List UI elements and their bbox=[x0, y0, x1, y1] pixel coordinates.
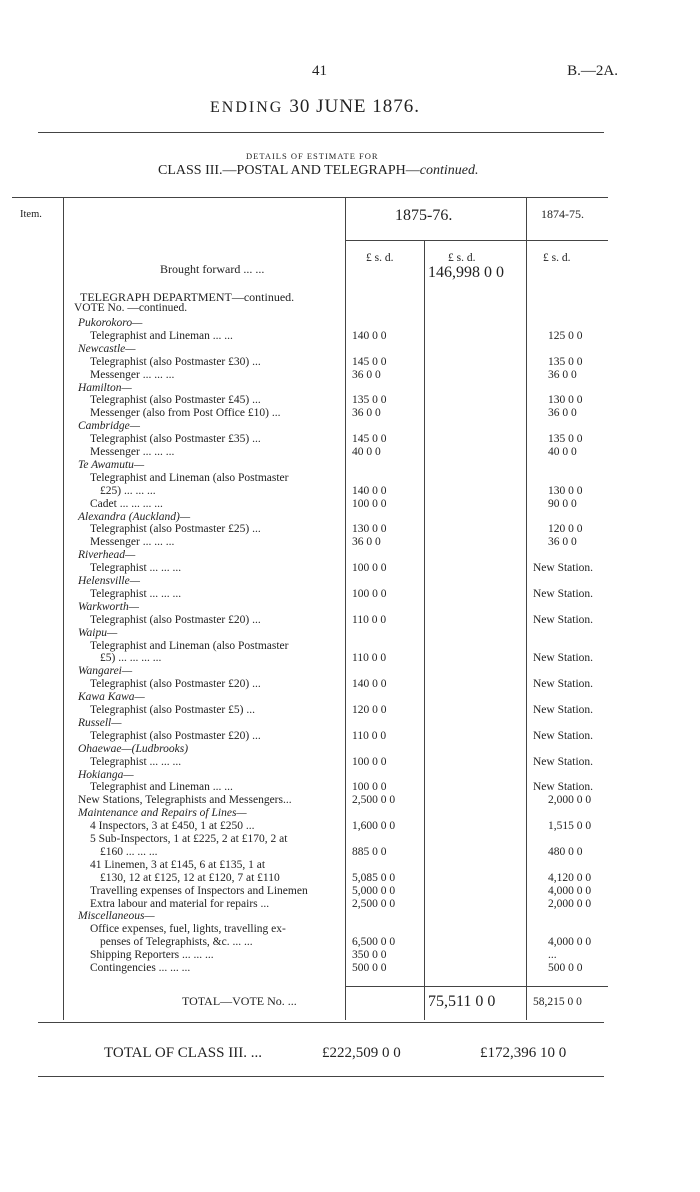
year-1874-75-header: 1874-75. bbox=[541, 207, 584, 221]
row-label: 41 Linemen, 3 at £145, 6 at £135, 1 at bbox=[90, 859, 266, 871]
item-column-header: Item. bbox=[20, 209, 42, 220]
row-label: Helensville— bbox=[78, 575, 140, 587]
currency-header-3: £ s. d. bbox=[543, 252, 571, 264]
subtotal-rule bbox=[345, 986, 608, 987]
amount-1874-75: 130 0 0 bbox=[548, 485, 583, 497]
amount-1875-76: 885 0 0 bbox=[352, 846, 387, 858]
amount-1874-75: 4,000 0 0 bbox=[548, 936, 592, 948]
brought-forward-label: Brought forward ... ... bbox=[160, 262, 265, 276]
amount-1874-75: 2,000 0 0 bbox=[548, 898, 592, 910]
amount-1875-76: 140 0 0 bbox=[352, 330, 387, 342]
amount-1874-75: 4,120 0 0 bbox=[548, 872, 592, 884]
row-label: Shipping Reporters ... ... ... bbox=[90, 949, 214, 961]
row-label: Riverhead— bbox=[78, 549, 136, 561]
page-header-title bbox=[210, 96, 420, 118]
row-label: Warkworth— bbox=[78, 601, 139, 613]
amount-1874-75: 2,000 0 0 bbox=[548, 794, 592, 806]
class-heading bbox=[158, 163, 479, 179]
row-label: Messenger ... ... ... bbox=[90, 536, 175, 548]
amount-1874-75: 1,515 0 0 bbox=[548, 820, 592, 832]
amount-1874-75: 120 0 0 bbox=[548, 523, 583, 535]
amount-1874-75: 480 0 0 bbox=[548, 846, 583, 858]
amount-1875-76: 100 0 0 bbox=[352, 562, 387, 574]
amount-1874-75: 36 0 0 bbox=[548, 407, 577, 419]
amount-1875-76: 5,000 0 0 bbox=[352, 885, 396, 897]
amount-1874-75: 125 0 0 bbox=[548, 330, 583, 342]
amount-1875-76: 40 0 0 bbox=[352, 446, 381, 458]
row-label: Messenger ... ... ... bbox=[90, 446, 175, 458]
amount-1874-75: 4,000 0 0 bbox=[548, 885, 592, 897]
new-station-note: New Station. bbox=[533, 562, 594, 574]
amount-1875-76: 110 0 0 bbox=[352, 652, 387, 664]
amount-1875-76: 145 0 0 bbox=[352, 356, 387, 368]
vote-line: VOTE No. —continued. bbox=[74, 302, 188, 314]
row-label: Telegraphist (also Postmaster £35) ... bbox=[90, 433, 261, 445]
row-label: Telegraphist and Lineman ... ... bbox=[90, 330, 233, 342]
amount-1875-76: 5,085 0 0 bbox=[352, 872, 396, 884]
row-label: Hamilton— bbox=[78, 382, 132, 394]
row-label: Pukorokoro— bbox=[78, 317, 143, 329]
grand-total-label: TOTAL OF CLASS III. ... bbox=[104, 1045, 262, 1061]
amount-1875-76: 140 0 0 bbox=[352, 678, 387, 690]
amount-1875-76: 130 0 0 bbox=[352, 523, 387, 535]
new-station-note: New Station. bbox=[533, 756, 594, 768]
amount-column-rule-2 bbox=[424, 240, 425, 1020]
class-heading-main: CLASS III.—POSTAL AND TELEGRAPH— bbox=[158, 163, 420, 178]
row-label: Cadet ... ... ... ... bbox=[90, 498, 163, 510]
row-label: £130, 12 at £125, 12 at £120, 7 at £110 bbox=[100, 872, 280, 884]
year-header-rule bbox=[345, 240, 608, 241]
currency-header-1: £ s. d. bbox=[366, 252, 394, 264]
row-label: Contingencies ... ... ... bbox=[90, 962, 191, 974]
row-label: 4 Inspectors, 3 at £450, 1 at £250 ... bbox=[90, 820, 255, 832]
amount-1874-75: 500 0 0 bbox=[548, 962, 583, 974]
row-label: Kawa Kawa— bbox=[78, 691, 145, 703]
amount-1874-75: 90 0 0 bbox=[548, 498, 577, 510]
document-reference: B.—2A. bbox=[567, 63, 618, 79]
row-label: £160 ... ... ... bbox=[100, 846, 158, 858]
department-heading: TELEGRAPH DEPARTMENT—continued. bbox=[80, 290, 295, 304]
header-rule bbox=[38, 132, 604, 133]
amount-1875-76: 350 0 0 bbox=[352, 949, 387, 961]
amount-1875-76: 100 0 0 bbox=[352, 588, 387, 600]
details-heading: DETAILS OF ESTIMATE FOR bbox=[246, 151, 379, 161]
amount-1875-76: 120 0 0 bbox=[352, 704, 387, 716]
row-label: Hokianga— bbox=[78, 769, 134, 781]
row-label: Telegraphist (also Postmaster £20) ... bbox=[90, 730, 261, 742]
year-1875-76-header: 1875-76. bbox=[395, 207, 453, 224]
new-station-note: New Station. bbox=[533, 781, 594, 793]
row-label: Wangarei— bbox=[78, 665, 133, 677]
new-station-note: New Station. bbox=[533, 730, 594, 742]
amount-1875-76: 100 0 0 bbox=[352, 756, 387, 768]
amount-1875-76: 36 0 0 bbox=[352, 369, 381, 381]
row-label: Telegraphist (also Postmaster £25) ... bbox=[90, 523, 261, 535]
table-top-rule bbox=[12, 197, 608, 198]
row-label: Extra labour and material for repairs ... bbox=[90, 898, 270, 910]
amount-1875-76: 36 0 0 bbox=[352, 407, 381, 419]
row-label: Ohaewae—(Ludbrooks) bbox=[78, 743, 189, 755]
amount-1874-75: 36 0 0 bbox=[548, 369, 577, 381]
row-label: Messenger ... ... ... bbox=[90, 369, 175, 381]
row-label: Office expenses, fuel, lights, travelling ex- bbox=[90, 923, 286, 935]
amount-1875-76: 500 0 0 bbox=[352, 962, 387, 974]
row-label: Telegraphist (also Postmaster £5) ... bbox=[90, 704, 255, 716]
row-label: £25) ... ... ... bbox=[100, 485, 156, 497]
amount-1874-75: 40 0 0 bbox=[548, 446, 577, 458]
row-label: Telegraphist (also Postmaster £20) ... bbox=[90, 678, 261, 690]
amount-1875-76: 6,500 0 0 bbox=[352, 936, 396, 948]
row-label: penses of Telegraphists, &c. ... ... bbox=[100, 936, 253, 948]
row-label: Travelling expenses of Inspectors and Linemen bbox=[90, 885, 308, 897]
new-station-note: New Station. bbox=[533, 652, 594, 664]
class-heading-continued: continued. bbox=[419, 163, 479, 178]
row-label: Te Awamutu— bbox=[78, 459, 145, 471]
new-station-note: New Station. bbox=[533, 614, 594, 626]
total-vote-amount: 75,511 0 0 bbox=[428, 993, 496, 1010]
row-label: Newcastle— bbox=[78, 343, 136, 355]
row-label: 5 Sub-Inspectors, 1 at £225, 2 at £170, 2 at bbox=[90, 833, 288, 845]
row-label: Miscellaneous— bbox=[78, 910, 155, 922]
amount-1874-75: 36 0 0 bbox=[548, 536, 577, 548]
amount-1875-76: 110 0 0 bbox=[352, 614, 387, 626]
row-label: Telegraphist and Lineman (also Postmaster bbox=[90, 472, 289, 484]
row-label: Telegraphist (also Postmaster £30) ... bbox=[90, 356, 261, 368]
amount-1875-76: 100 0 0 bbox=[352, 781, 387, 793]
row-label: Telegraphist and Lineman ... ... bbox=[90, 781, 233, 793]
row-label: Telegraphist ... ... ... bbox=[90, 588, 182, 600]
row-label: Telegraphist and Lineman (also Postmaster bbox=[90, 640, 289, 652]
row-label: £5) ... ... ... ... bbox=[100, 652, 162, 664]
amount-1875-76: 135 0 0 bbox=[352, 394, 387, 406]
header-title-prefix: ENDING bbox=[210, 99, 284, 116]
amount-1875-76: 1,600 0 0 bbox=[352, 820, 396, 832]
row-label: Russell— bbox=[78, 717, 122, 729]
row-label: Waipu— bbox=[78, 627, 118, 639]
brought-forward-amount: 146,998 0 0 bbox=[428, 264, 504, 281]
currency-header-2: £ s. d. bbox=[448, 252, 476, 264]
amount-column-rule-3 bbox=[526, 197, 527, 1020]
header-title-date: 30 JUNE 1876. bbox=[289, 96, 421, 117]
row-label: Telegraphist ... ... ... bbox=[90, 562, 182, 574]
amount-1875-76: 110 0 0 bbox=[352, 730, 387, 742]
amount-1875-76: 36 0 0 bbox=[352, 536, 381, 548]
row-label: Cambridge— bbox=[78, 420, 140, 432]
total-vote-previous: 58,215 0 0 bbox=[533, 996, 582, 1008]
grand-total-previous: £172,396 10 0 bbox=[480, 1045, 567, 1061]
new-station-note: New Station. bbox=[533, 588, 594, 600]
new-station-note: New Station. bbox=[533, 704, 594, 716]
amount-1874-75: 130 0 0 bbox=[548, 394, 583, 406]
footer-rule bbox=[38, 1076, 604, 1077]
row-label: Alexandra (Auckland)— bbox=[78, 511, 191, 523]
item-column-rule bbox=[63, 197, 64, 1020]
row-label: Telegraphist (also Postmaster £20) ... bbox=[90, 614, 261, 626]
amount-1874-75: ... bbox=[548, 949, 557, 961]
amount-1875-76: 2,500 0 0 bbox=[352, 898, 396, 910]
row-label: Telegraphist (also Postmaster £45) ... bbox=[90, 394, 261, 406]
row-label: Maintenance and Repairs of Lines— bbox=[78, 807, 247, 819]
amount-1875-76: 2,500 0 0 bbox=[352, 794, 396, 806]
row-label: New Stations, Telegraphists and Messengers... bbox=[78, 794, 292, 806]
total-vote-label: TOTAL—VOTE No. ... bbox=[182, 994, 297, 1008]
amount-1875-76: 140 0 0 bbox=[352, 485, 387, 497]
amount-1875-76: 100 0 0 bbox=[352, 498, 387, 510]
new-station-note: New Station. bbox=[533, 678, 594, 690]
table-bottom-rule bbox=[38, 1022, 604, 1023]
row-label: Telegraphist ... ... ... bbox=[90, 756, 182, 768]
amount-1874-75: 135 0 0 bbox=[548, 356, 583, 368]
grand-total-current: £222,509 0 0 bbox=[322, 1045, 401, 1061]
page-number: 41 bbox=[312, 63, 327, 79]
amount-1874-75: 135 0 0 bbox=[548, 433, 583, 445]
row-label: Messenger (also from Post Office £10) ... bbox=[90, 407, 281, 419]
amount-1875-76: 145 0 0 bbox=[352, 433, 387, 445]
